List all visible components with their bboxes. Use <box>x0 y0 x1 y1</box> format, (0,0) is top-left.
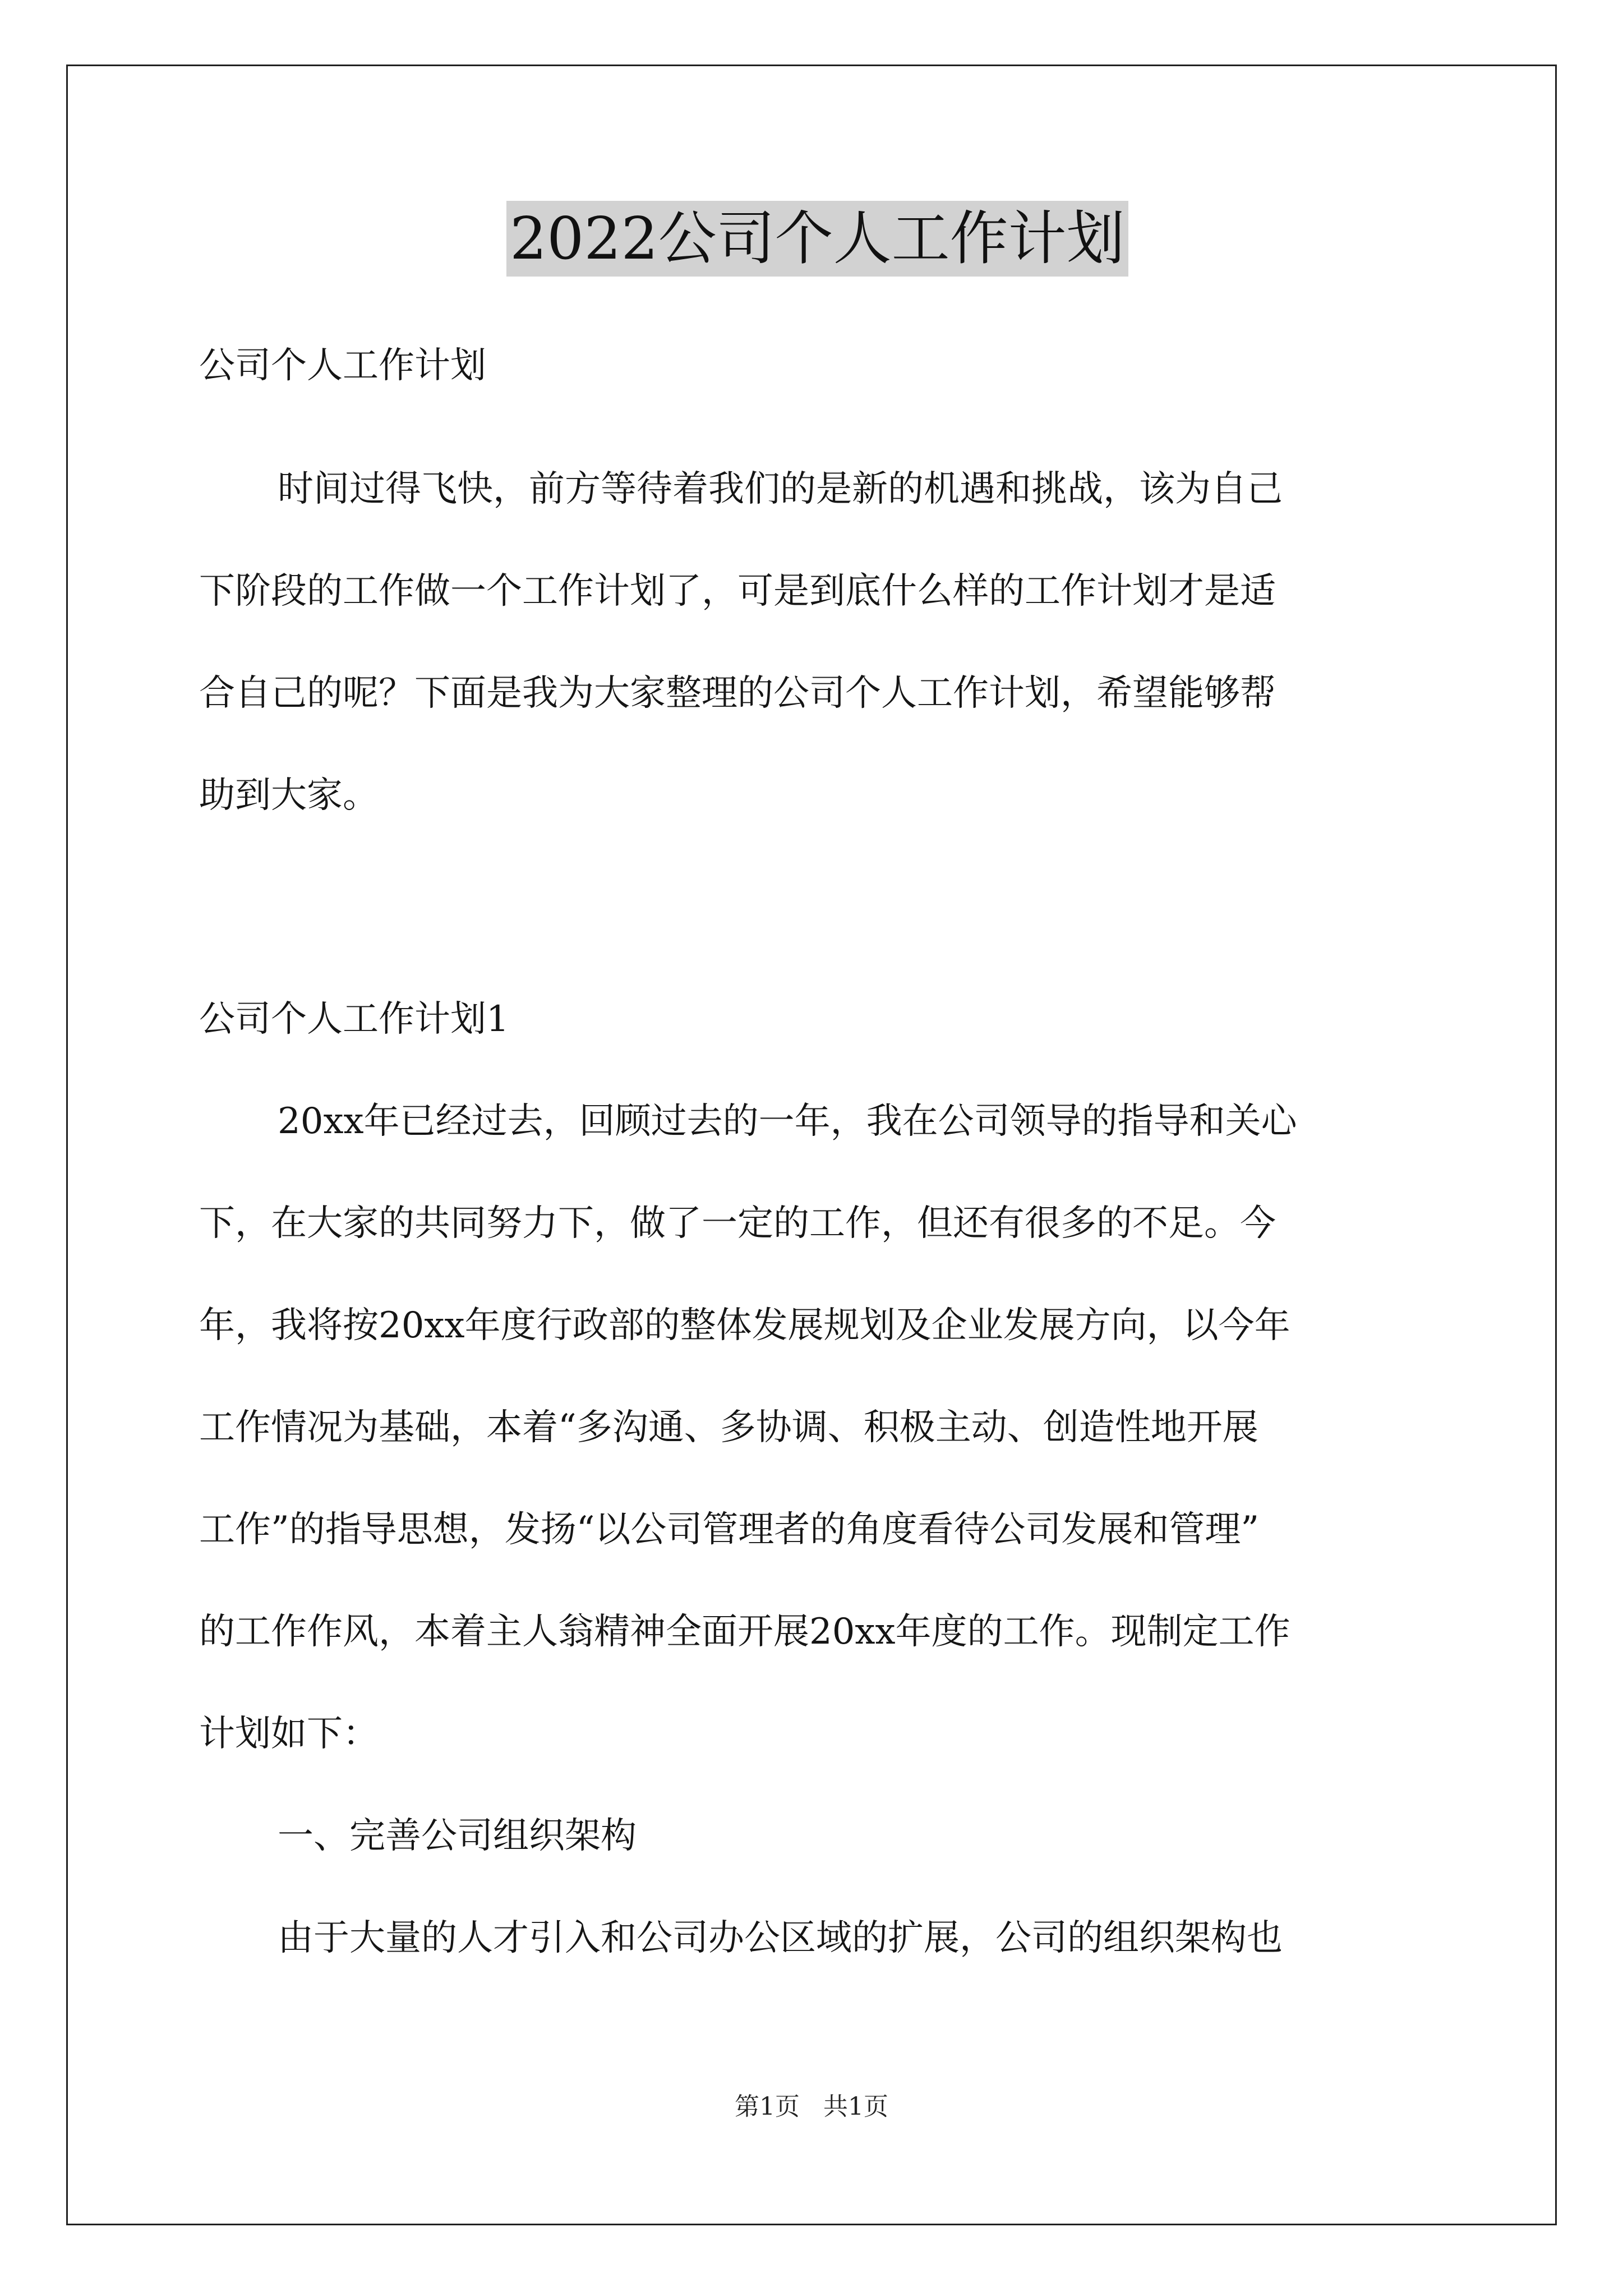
intro-line: 时间过得飞快，前方等待着我们的是新的机遇和挑战，该为自己 <box>278 468 1283 510</box>
section1-line: 下，在大家的共同努力下，做了一定的工作，但还有很多的不足。今 <box>199 1203 1276 1244</box>
page-footer: 第1页 共1页 <box>735 2092 888 2121</box>
intro-line: 下阶段的工作做一个工作计划了，可是到底什么样的工作计划才是适 <box>199 570 1276 612</box>
intro-line: 合自己的呢？下面是我为大家整理的公司个人工作计划，希望能够帮 <box>199 673 1276 714</box>
item1-paragraph <box>199 1887 1427 1989</box>
section1-line: 年，我将按20xx年度行政部的整体发展规划及企业发展方向，以今年 <box>199 1305 1290 1346</box>
section1-heading <box>199 968 1427 1070</box>
subtitle-text: 公司个人工作计划 <box>199 345 486 386</box>
intro-paragraph <box>199 438 1427 846</box>
document-subtitle <box>199 315 1427 417</box>
section1-line: 20xx年已经过去，回顾过去的一年，我在公司领导的指导和关心 <box>278 1101 1297 1142</box>
section1-paragraph <box>199 1070 1427 1785</box>
section1-line: 计划如下： <box>199 1713 379 1755</box>
item1-heading-text: 一、完善公司组织架构 <box>278 1815 637 1857</box>
item1-heading <box>199 1785 1427 1887</box>
intro-line: 助到大家。 <box>199 775 379 816</box>
section1-line: 工作情况为基础，本着“多沟通、多协调、积极主动、创造性地开展 <box>199 1407 1258 1448</box>
section1-heading-text: 公司个人工作计划1 <box>199 999 509 1040</box>
section1-line: 工作”的指导思想，发扬“以公司管理者的角度看待公司发展和管理” <box>199 1509 1260 1550</box>
item1-line: 由于大量的人才引入和公司办公区域的扩展，公司的组织架构也 <box>278 1917 1283 1959</box>
document-title: 2022公司个人工作计划 <box>506 201 1128 277</box>
section1-line: 的工作作风，本着主人翁精神全面开展20xx年度的工作。现制定工作 <box>199 1611 1290 1653</box>
